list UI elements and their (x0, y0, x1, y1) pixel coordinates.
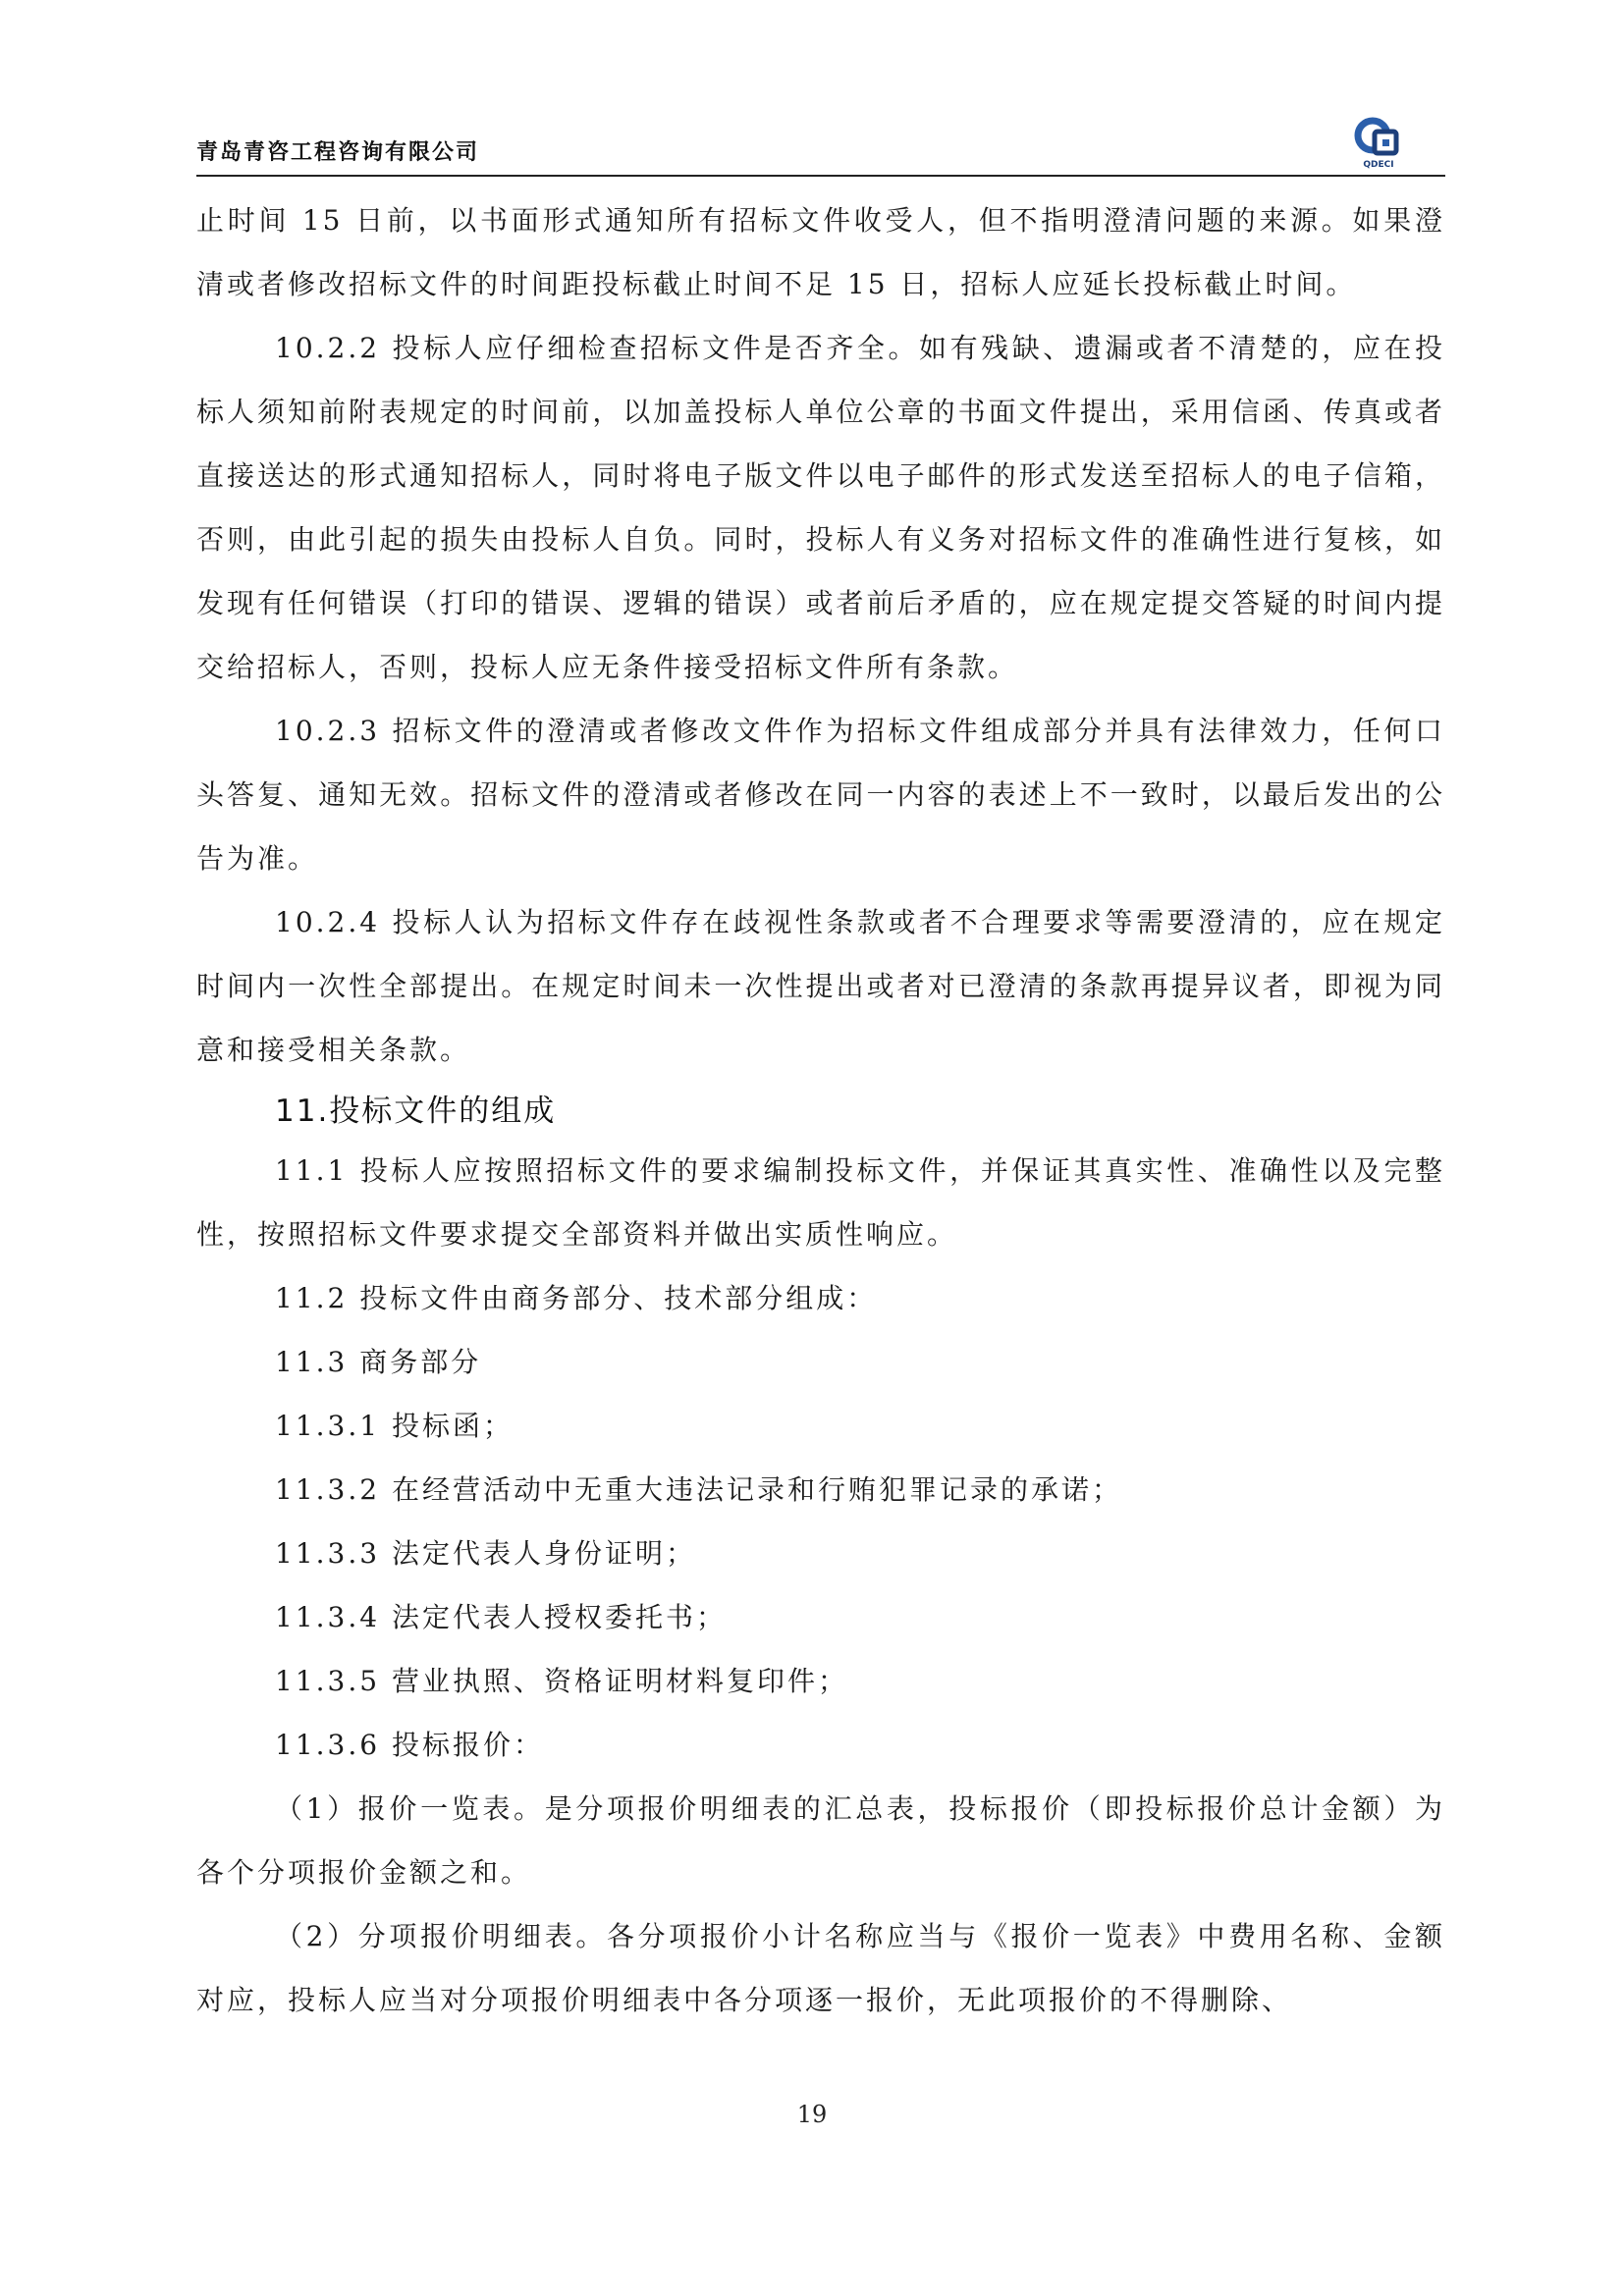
paragraph-11-3: 11.3 商务部分 (275, 1346, 482, 1378)
list-item-11-3-4: 11.3.4 法定代表人授权委托书； (275, 1601, 727, 1633)
paragraph-11-1: 11.1 投标人应按照招标文件的要求编制投标文件，并保证其真实性、准确性以及完整性，按照招标文件要求提交全部资料并做出实质性响应。 (196, 1154, 1445, 1251)
paragraph-10-2-2: 10.2.2 投标人应仔细检查招标文件是否齐全。如有残缺、遗漏或者不清楚的，应在投标人须知前附表规定的时间前，以加盖投标人单位公章的书面文件提出，采用信函、传真或者直接送达的形式通知招标人，同时将电子版文件以电子邮件的形式发送至招标人的电子信箱，否则，由此引起的损失由投标人自负。同时，投标人有义务对招标文件的准确性进行复核，如发现有任何错误（打印的错误、逻辑的错误）或者前后矛盾的，应在规定提交答疑的时间内提交给招标人，否则，投标人应无条件接受招标文件所有条款。 (196, 332, 1445, 683)
paragraph-clarification-deadline: 止时间 15 日前，以书面形式通知所有招标文件收受人，但不指明澄清问题的来源。如果澄清或者修改招标文件的时间距投标截止时间不足 15 日，招标人应延长投标截止时间。 (196, 204, 1445, 300)
list-item-11-3-6: 11.3.6 投标报价： (275, 1729, 544, 1761)
list-item-11-3-2: 11.3.2 在经营活动中无重大违法记录和行贿犯罪记录的承诺； (275, 1473, 1122, 1506)
paragraph-price-summary: （1）报价一览表。是分项报价明细表的汇总表，投标报价（即投标报价总计金额）为各个分项报价金额之和。 (196, 1792, 1445, 1889)
section-heading-11: 11.投标文件的组成 (275, 1094, 557, 1129)
logo-text: QDECI (1363, 160, 1394, 169)
paragraph-10-2-3: 10.2.3 招标文件的澄清或者修改文件作为招标文件组成部分并具有法律效力，任何口头答复、通知无效。招标文件的澄清或者修改在同一内容的表述上不一致时，以最后发出的公告为准。 (196, 715, 1445, 875)
company-name: 青岛青咨工程咨询有限公司 (196, 140, 480, 165)
list-item-11-3-5: 11.3.5 营业执照、资格证明材料复印件； (275, 1665, 848, 1697)
paragraph-10-2-4: 10.2.4 投标人认为招标文件存在歧视性条款或者不合理要求等需要澄清的，应在规定时间内一次性全部提出。在规定时间未一次性提出或者对已澄清的条款再提异议者，即视为同意和接受相关条款。 (196, 906, 1445, 1066)
paragraph-11-2: 11.2 投标文件由商务部分、技术部分组成： (275, 1282, 878, 1314)
document-body (196, 188, 1445, 2032)
list-item-11-3-3: 11.3.3 法定代表人身份证明； (275, 1537, 696, 1570)
paragraph-price-detail: （2）分项报价明细表。各分项报价小计名称应当与《报价一览表》中费用名称、金额对应，投标人应当对分项报价明细表中各分项逐一报价，无此项报价的不得删除、 (196, 1920, 1445, 2016)
page-header (196, 110, 1445, 177)
page-number: 19 (796, 2101, 828, 2128)
list-item-11-3-1: 11.3.1 投标函； (275, 1410, 514, 1442)
company-logo-icon (1351, 114, 1406, 169)
